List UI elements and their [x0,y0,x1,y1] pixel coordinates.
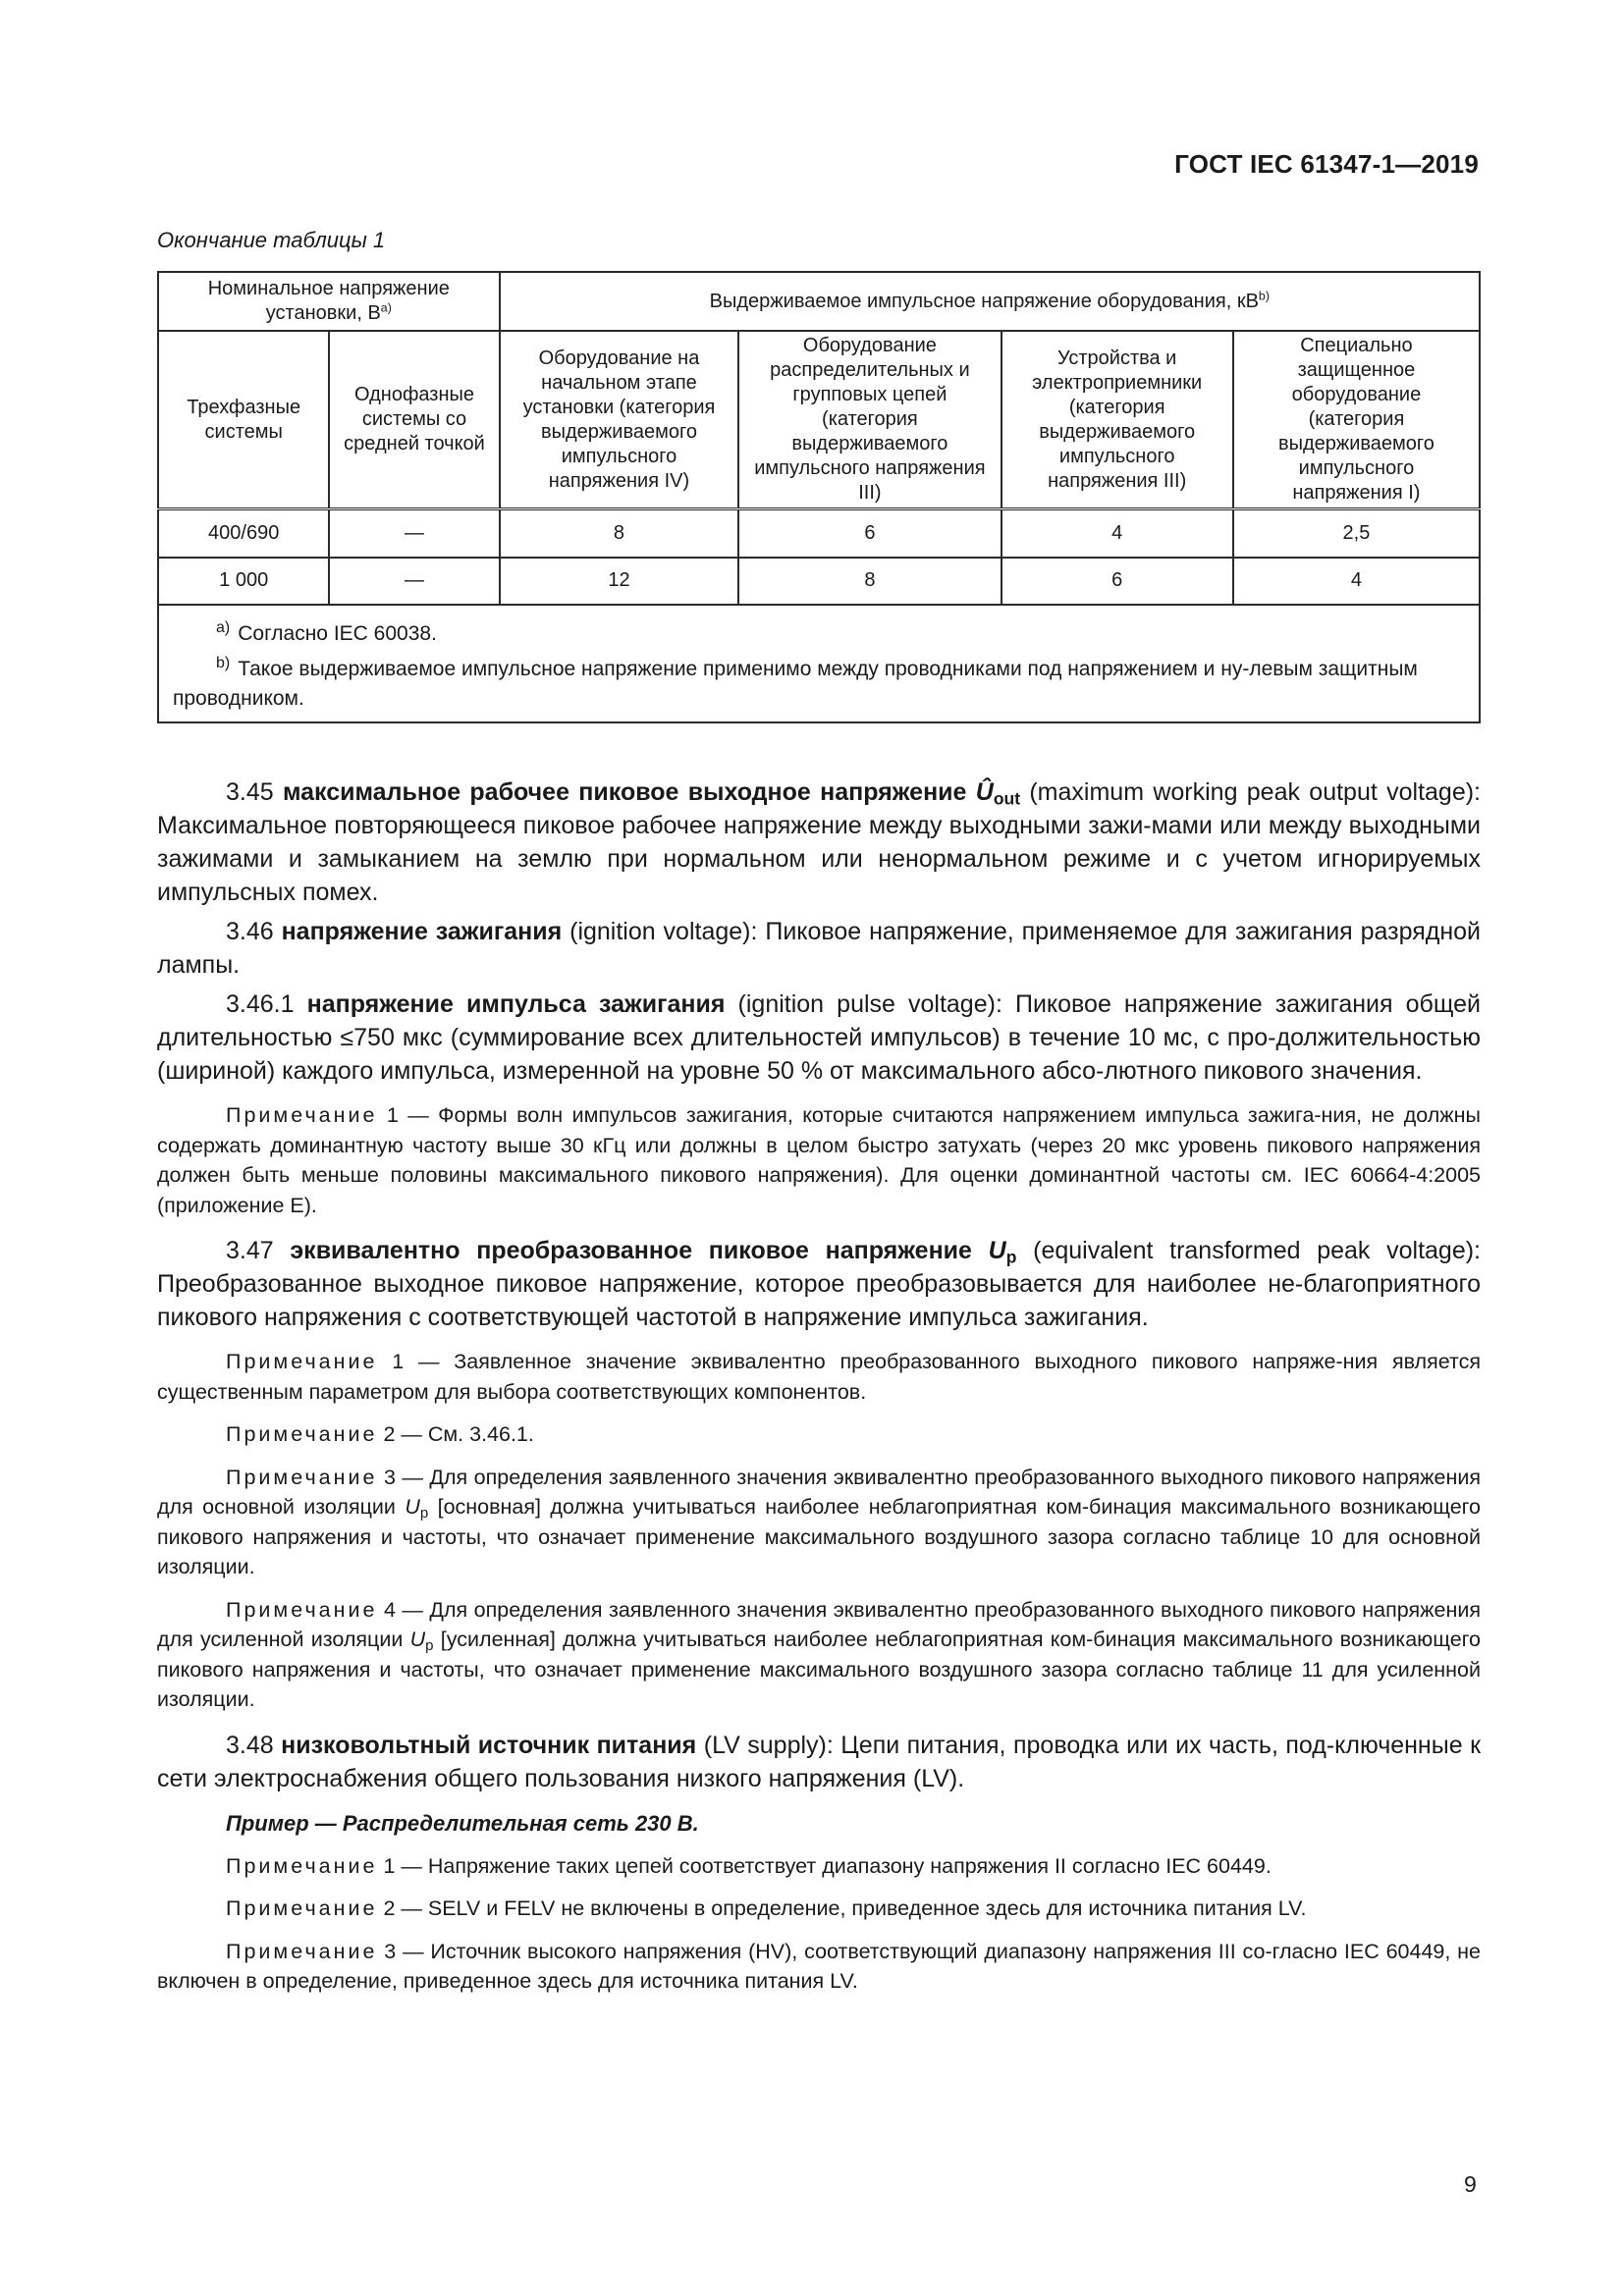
document-code: ГОСТ IEC 61347-1—2019 [1174,149,1479,179]
table-cell: — [329,558,499,605]
clause-3-48: 3.48 низковольтный источник питания (LV supply): Цепи питания, проводка или их часть, под-ключенные к сети электроснабжения общего пользования низкого напряжения (LV). [157,1731,1482,1792]
col-header-cat-iii-devices: Устройства и электроприемники (категория выдерживаемого импульсного напряжения III) [1001,331,1233,509]
note-3-47-4: Примечание 4 — Для определения заявленного значения эквивалентно преобразованного выходного пикового напряжения для усиленной изоляции Up [усиленная] должна учитываться наиболее неблагоприятная ком-бинация максимального возникающего пикового напряжения и частоты, что означает применение максимального воздушного зазора согласно таблице 11 для усиленной изоляции. [157,1597,1482,1711]
footnote-a: $^{a)}$ Согласно IEC 60038. [216,618,437,645]
col-header-cat-iv: Оборудование на начальном этапе установки (категория выдерживаемого импульсного напряжения IV) [500,331,739,509]
clause-3-47: 3.47 эквивалентно преобразованное пиковое напряжение Up (equivalent transformed peak voltage): Преобразованное выходное пиковое напряжение, которое преобразовывается для наиболее не-благоприятного пикового напряжения с соответствующей частотой в напряжение импульса зажигания. [157,1237,1482,1331]
col-header-three-phase: Трехфазные системы [158,331,329,509]
table-row [158,558,1480,605]
example-3-48: Пример — Распределительная сеть 230 В. [226,1810,699,1836]
table-cell: 1 000 [158,558,329,605]
table-cell: 6 [738,509,1001,558]
page-number: 9 [1464,2171,1477,2197]
table-cell: — [329,509,499,558]
footnote-b: $^{b)}$ Такое выдерживаемое импульсное напряжение применимо между проводниками под напряжением и ну-левым защитным проводником. [173,654,1418,710]
clause-3-46-1: 3.46.1 напряжение импульса зажигания (ignition pulse voltage): Пиковое напряжение зажигания общей длительностью ≤750 мкс (суммирование всех длительностей импульсов) в течение 10 мс, с про-должительностью (шириной) каждого импульса, измеренной на уровне 50 % от максимального абсо-лютного пикового значения. [157,990,1482,1085]
col-header-single-phase: Однофазные системы со средней точкой [329,331,499,509]
note-3-48-1: Примечание 1 — Напряжение таких цепей соответствует диапазону напряжения II согласно IEC 60449. [226,1853,1272,1878]
col-header-cat-i: Специально защищенное оборудование (категория выдерживаемого импульсного напряжения I) [1233,331,1480,509]
table-cell: 12 [500,558,739,605]
clause-3-45: 3.45 максимальное рабочее пиковое выходное напряжение Ûout (maximum working peak output voltage): Максимальное повторяющееся пиковое рабочее напряжение между выходными зажи-мами или между выходными зажимами и замыканием на землю при нормальном или ненормальном режиме и с учетом игнорируемых импульсных помех. [157,778,1481,906]
note-3-47-2: Примечание 2 — См. 3.46.1. [226,1422,534,1446]
header-nominal-voltage: Номинальное напряжение установки, $В^{a)}$ [158,272,500,331]
table-row [158,509,1480,558]
table-cell: 8 [738,558,1001,605]
table-cell: 400/690 [158,509,329,558]
table-cell: 2,5 [1233,509,1480,558]
table-caption: Окончание таблицы 1 [157,228,386,252]
table-footnotes [158,605,1480,722]
note-3-47-1: Примечание 1 — Заявленное значение эквивалентно преобразованного выходного пикового напряже-ния является существенным параметром для выбора соответствующих компонентов. [157,1350,1481,1404]
note-3-47-3: Примечание 3 — Для определения заявленного значения эквивалентно преобразованного выходного пикового напряжения для основной изоляции Up [основная] должна учитываться наиболее неблагоприятная ком-бинация максимального возникающего пикового напряжения и частоты, что означает применение максимального воздушного зазора согласно таблице 10 для основной изоляции. [157,1465,1481,1578]
note-3-46-1-1: Примечание 1 — Формы волн импульсов зажигания, которые считаются напряжением импульса зажига-ния, не должны содержать доминантную частоту выше 30 кГц или должны в целом быстро затухать (через 20 мкс уровень пикового напряжения должен быть меньше половины максимального пикового напряжения). Для оценки доминантной частоты см. IEC 60664-4:2005 (приложение E). [157,1103,1481,1217]
col-header-cat-iii-distribution: Оборудование распределительных и групповых цепей (категория выдерживаемого импульсного напряжения III) [738,331,1001,509]
note-3-48-3: Примечание 3 — Источник высокого напряжения (HV), соответствующий диапазону напряжения III со-гласно IEC 60449, не включен в определение, приведенное здесь для источника питания LV. [157,1939,1481,1993]
table-cell: 8 [500,509,739,558]
document-body [157,775,1481,1997]
header-withstand-voltage: Выдерживаемое импульсное напряжение оборудования, $кВ^{b)}$ [500,272,1480,331]
clause-3-46: 3.46 напряжение зажигания (ignition voltage): Пиковое напряжение, применяемое для зажигания разрядной лампы. [157,918,1481,979]
voltage-table [157,271,1481,723]
table-cell: 4 [1001,509,1233,558]
note-3-48-2: Примечание 2 — SELV и FELV не включены в определение, приведенное здесь для источника питания LV. [226,1896,1307,1920]
table-cell: 6 [1001,558,1233,605]
table-cell: 4 [1233,558,1480,605]
